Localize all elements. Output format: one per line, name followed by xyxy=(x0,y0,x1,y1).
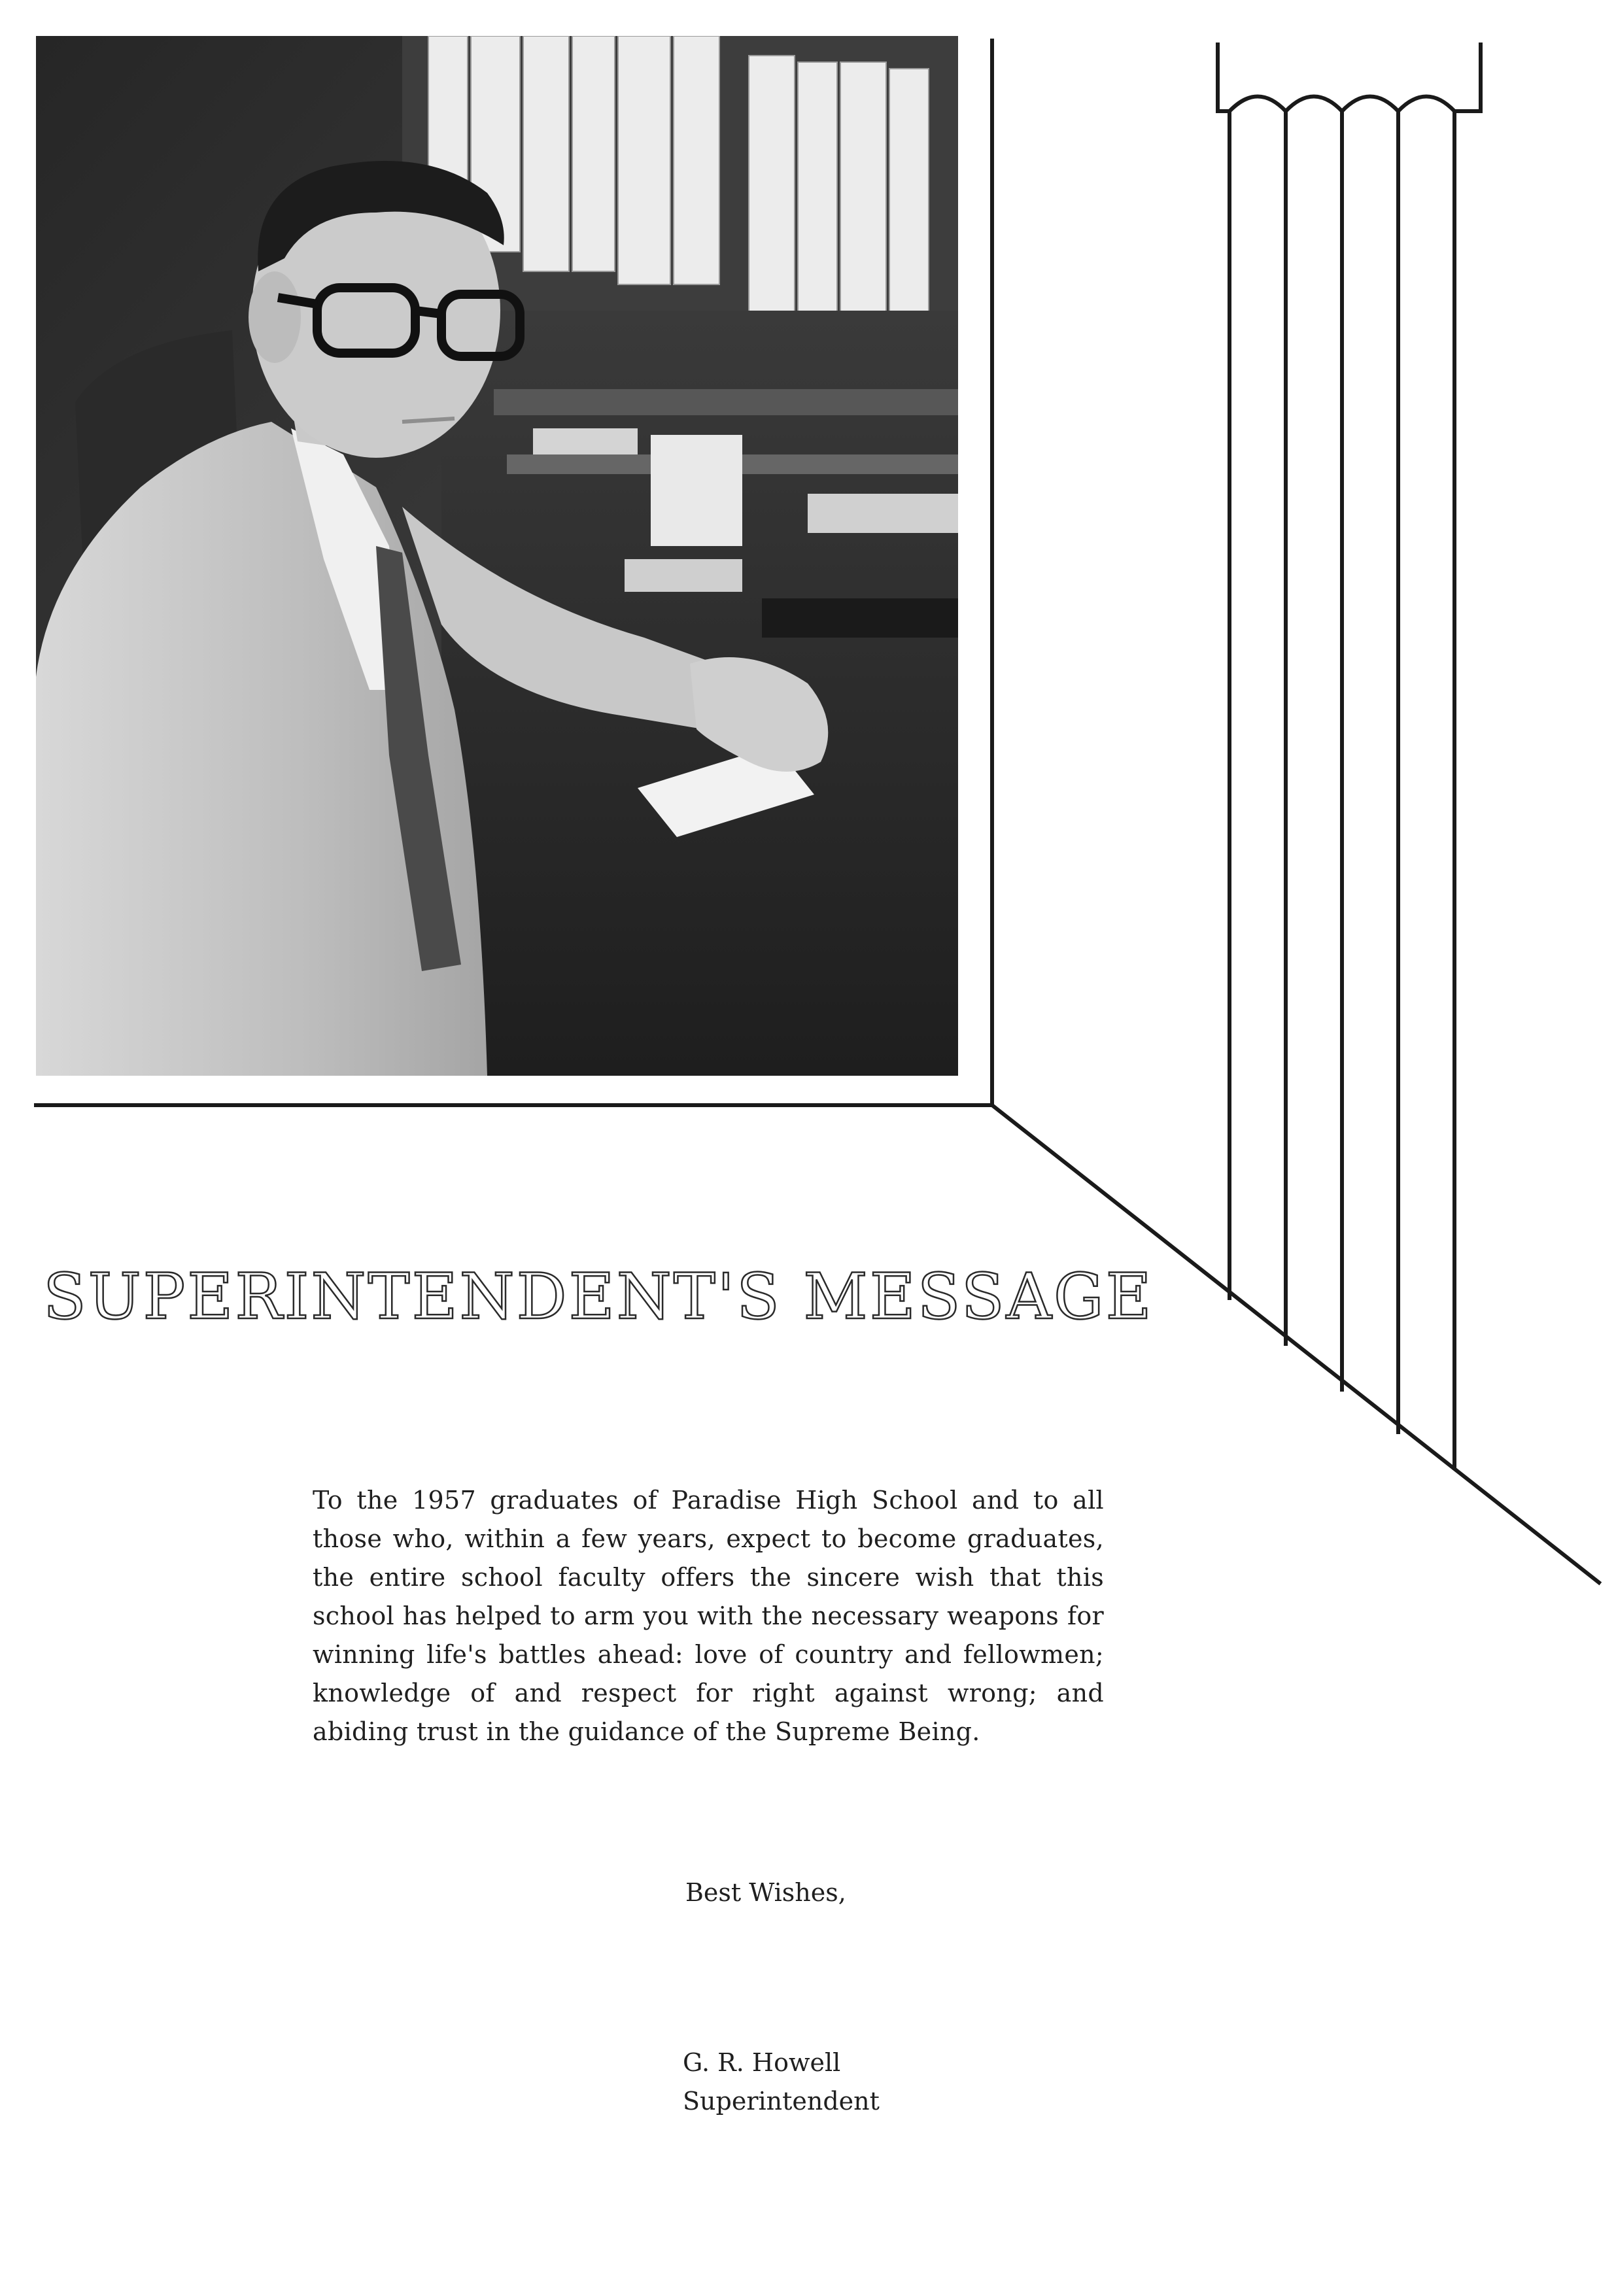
signature-block xyxy=(683,2044,880,2121)
closing-line: Best Wishes, xyxy=(685,1878,846,1907)
signer-title: Superintendent xyxy=(683,2087,880,2116)
portrait-illustration xyxy=(36,36,958,1076)
superintendent-portrait-photo xyxy=(36,36,958,1076)
page-title: SUPERINTENDENT'S MESSAGE xyxy=(43,1260,1154,1333)
signer-name: G. R. Howell xyxy=(683,2048,841,2077)
message-body: To the 1957 graduates of Paradise High School and to all those who, within a few years, expect to become graduates, the entire school faculty offers the sincere wish that this school has helped to arm you with the necessary weapons for winning life's battles ahead: love of country and fellowmen; knowledge of and respect for right against wrong; and abiding trust in the guidance of the Supreme Being. xyxy=(313,1486,1104,1746)
